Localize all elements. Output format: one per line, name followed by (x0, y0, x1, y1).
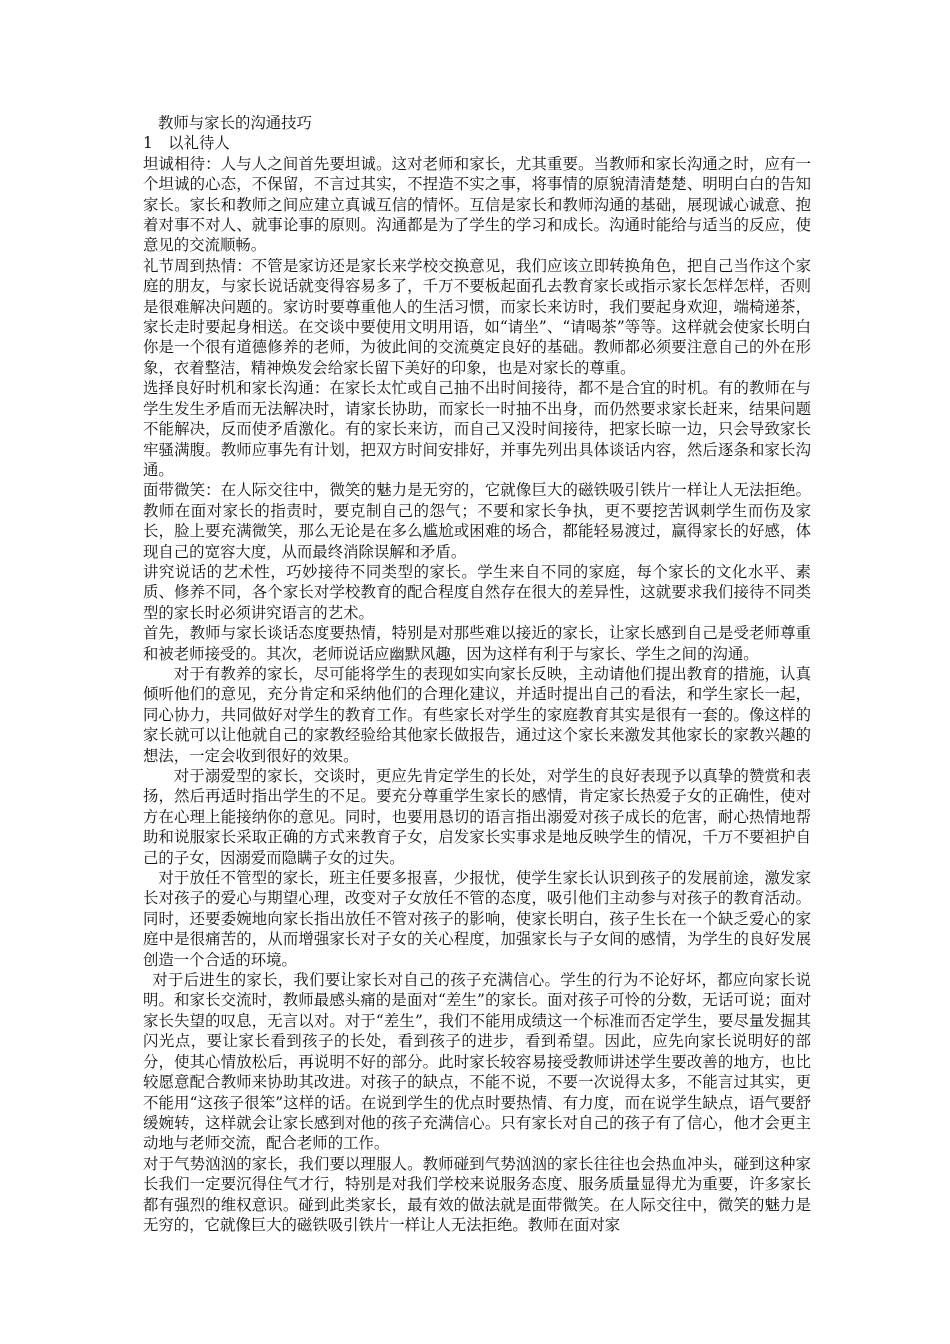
paragraph-speech-art: 讲究说话的艺术性，巧妙接待不同类型的家长。学生来自不同的家庭，每个家长的文化水平、素质、修养不同，各个家长对学校教育的配合程度自然存在很大的差异性，这就要求我们接待不同类型的家长时必须讲究语言的艺术。 (143, 562, 811, 622)
paragraph-laissez-faire-parents: 对于放任不管型的家长，班主任要多报喜，少报忧，使学生家长认识到孩子的发展前途，激发家长对孩子的爱心与期望心理，改变对子女放任不管的态度，吸引他们主动参与对孩子的教育活动。同时，还要委婉地向家长指出放任不管对孩子的影响，使家长明白，孩子生长在一个缺乏爱心的家庭中是很痛苦的，从而增强家长对子女的关心程度，加强家长与子女间的感情，为学生的良好发展创造一个合适的环境。 (143, 869, 811, 969)
paragraph-candor: 坦诚相待：人与人之间首先要坦诚。这对老师和家长，尤其重要。当教师和家长沟通之时，应有一个坦诚的心态，不保留，不言过其实，不捏造不实之事，将事情的原貌清清楚楚、明明白白的告知家长。家长和教师之间应建立真诚互信的情怀。互信是家长和教师沟通的基础，展现诚心诚意、抱着对事不对人、就事论事的原则。沟通都是为了学生的学习和成长。沟通时能给与适当的反应，使意见的交流顺畅。 (143, 154, 811, 255)
paragraph-struggling-student-parents: 对于后进生的家长，我们要让家长对自己的孩子充满信心。学生的行为不论好坏，都应向家长说明。和家长交流时，教师最感头痛的是面对“差生”的家长。面对孩子可怜的分数，无话可说；面对家长失望的叹息，无言以对。对于“差生”，我们不能用成绩这一个标准而否定学生，要尽量发掘其闪光点，要让家长看到孩子的长处，看到孩子的进步，看到希望。因此，应先向家长说明好的部分，使其心情放松后，再说明不好的部分。此时家长较容易接受教师讲述学生要改善的地方，也比较愿意配合教师来协助其改进。对孩子的缺点，不能不说，不要一次说得太多，不能言过其实，更不能用“这孩子很笨”这样的话。在说到学生的优点时要热情、有力度，而在说学生缺点，语气要舒缓婉转，这样就会让家长感到对他的孩子充满信心。只有家长对自己的孩子有了信心，他才会更主动地与老师交流，配合老师的工作。 (143, 971, 811, 1153)
paragraph-first: 首先，教师与家长谈话态度要热情，特别是对那些难以接近的家长，让家长感到自己是受老师尊重和被老师接受的。其次，老师说话应幽默风趣，因为这样有利于与家长、学生之间的沟通。 (143, 624, 811, 663)
section-heading: 1 以礼待人 (143, 134, 230, 153)
paragraph-smile: 面带微笑：在人际交往中，微笑的魅力是无穷的，它就像巨大的磁铁吸引铁片一样让人无法拒绝。教师在面对家长的指责时，要克制自己的怨气；不要和家长争执，更不要挖苦讽刺学生而伤及家长，脸上要充满微笑，那么无论是在多么尴尬或困难的场合，都能轻易渡过，赢得家长的好感，体现自己的宽容大度，从而最终消除误解和矛盾。 (143, 481, 811, 561)
document-body (143, 113, 811, 1235)
paragraph-educated-parents: 对于有教养的家长，尽可能将学生的表现如实向家长反映，主动请他们提出教育的措施，认真倾听他们的意见，充分肯定和采纳他们的合理化建议，并适时提出自己的看法，和学生家长一起，同心协力，共同做好对学生的教育工作。有些家长对学生的家庭教育其实是很有一套的。像这样的家长就可以让他就自己的家教经验给其他家长做报告，通过这个家长来激发其他家长的家教兴趣的想法，一定会收到很好的效果。 (143, 664, 811, 765)
paragraph-courtesy: 礼节周到热情：不管是家访还是家长来学校交换意见，我们应该立即转换角色，把自己当作这个家庭的朋友，与家长说话就变得容易多了，千万不要板起面孔去教育家长或指示家长怎样怎样，否则是很难解决问题的。家访时要尊重他人的生活习惯，而家长来访时，我们要起身欢迎，端椅递茶，家长走时要起身相送。在交谈中要使用文明用语，如“请坐”、“请喝茶”等等。这样就会使家长明白你是一个很有道德修养的老师，为彼此间的交流奠定良好的基础。教师都必须要注意自己的外在形象，衣着整洁，精神焕发会给家长留下美好的印象，也是对家长的尊重。 (143, 256, 811, 377)
paragraph-timing: 选择良好时机和家长沟通：在家长太忙或自己抽不出时间接待，都不是合宜的时机。有的教师在与学生发生矛盾而无法解决时，请家长协助，而家长一时抽不出身，而仍然要求家长赶来，结果问题不能解决，反而使矛盾激化。有的家长来访，而自己又没时间接待，把家长晾一边，只会导致家长牢骚满腹。教师应事先有计划，把双方时间安排好，并事先列出具体谈话内容，然后逐条和家长沟通。 (143, 379, 811, 479)
paragraph-doting-parents: 对于溺爱型的家长，交谈时，更应先肯定学生的长处，对学生的良好表现予以真挚的赞赏和表扬，然后再适时指出学生的不足。要充分尊重学生家长的感情，肯定家长热爱子女的正确性，使对方在心理上能接纳你的意见。同时，也要用恳切的语言指出溺爱对孩子成长的危害，耐心热情地帮助和说服家长采取正确的方式来教育子女，启发家长实事求是地反映学生的情况，千万不要袒护自己的子女，因溺爱而隐瞒子女的过失。 (143, 767, 811, 867)
document-title: 教师与家长的沟通技巧 (158, 114, 312, 132)
paragraph-aggressive-parents: 对于气势汹汹的家长，我们要以理服人。教师碰到气势汹汹的家长往往也会热血冲头，碰到这种家长我们一定要沉得住气才行，特别是对我们学校来说服务态度、服务质量显得尤为重要，许多家长都有强烈的维权意识。碰到此类家长，最有效的做法就是面带微笑。在人际交往中，微笑的魅力是无穷的，它就像巨大的磁铁吸引铁片一样让人无法拒绝。教师在面对家 (143, 1154, 811, 1234)
